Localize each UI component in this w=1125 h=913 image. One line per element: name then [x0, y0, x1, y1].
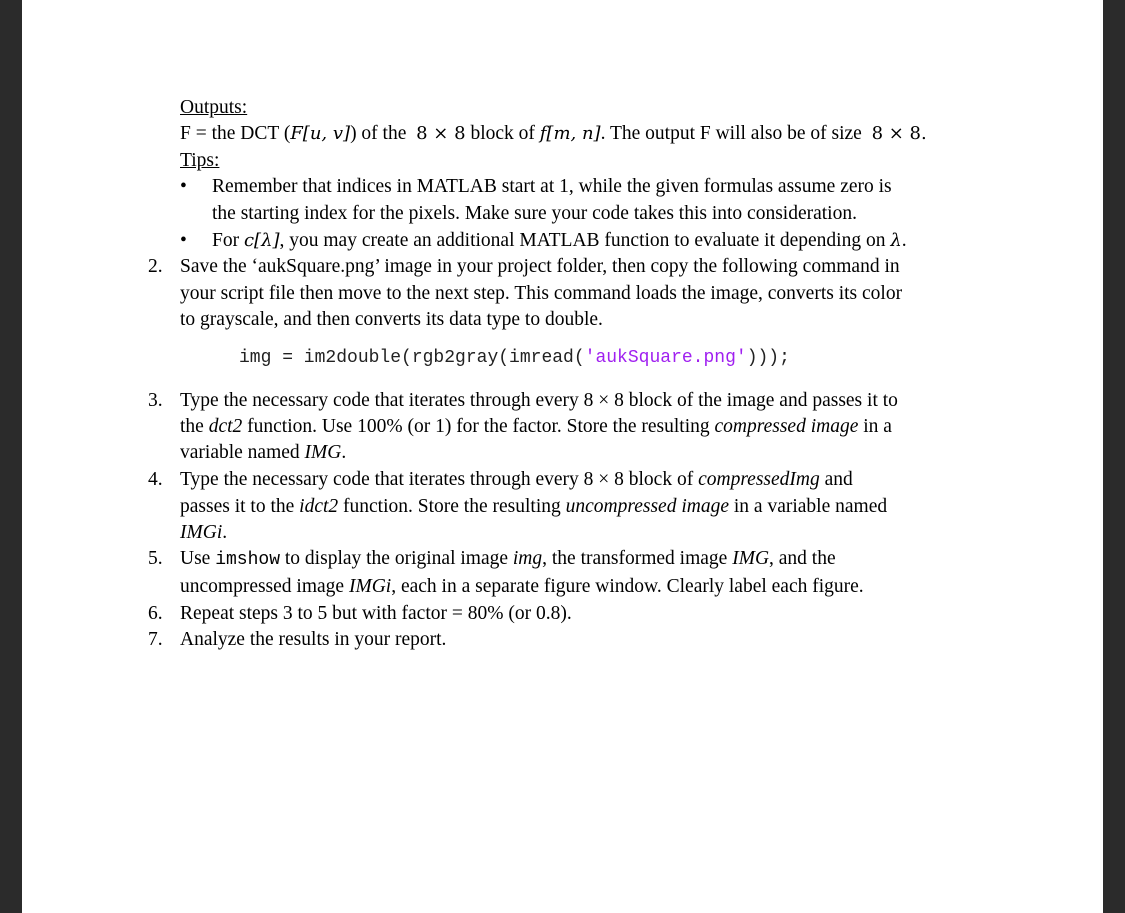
tip-1-line-1: Remember that indices in MATLAB start at 1, while the given formulas assume zero is [212, 176, 892, 197]
step-3-line-2: the dct2 function. Use 100% (or 1) for the factor. Store the resulting compressed image in a [180, 416, 892, 437]
step-4-line-1: Type the necessary code that iterates through every 8 × 8 block of compressedImg and [180, 469, 853, 490]
tips-heading: Tips: [180, 150, 220, 171]
step-number: 3. [148, 390, 163, 411]
step-6-text: Repeat steps 3 to 5 but with factor = 80% (or 0.8). [180, 603, 572, 624]
step-7-text: Analyze the results in your report. [180, 629, 447, 650]
step-number: 2. [148, 256, 163, 277]
step-4-line-2: passes it to the idct2 function. Store the resulting uncompressed image in a variable named [180, 496, 888, 517]
code-line: img = im2double(rgb2gray(imread('aukSquare.png'))); [239, 348, 790, 368]
step-3-line-3: variable named IMG. [180, 442, 347, 463]
bullet-marker: • [180, 176, 187, 197]
step-4-line-3: IMGi. [180, 522, 228, 543]
step-5-line-2: uncompressed image IMGi, each in a separate figure window. Clearly label each figure. [180, 576, 864, 597]
step-number: 6. [148, 603, 163, 624]
bullet-marker: • [180, 230, 187, 251]
step-2-line-1: Save the ‘aukSquare.png’ image in your project folder, then copy the following command in [180, 256, 900, 277]
step-2-line-2: your script file then move to the next step. This command loads the image, converts its color [180, 283, 903, 304]
outputs-description: F = the DCT (F[u, v]) of the 8 × 8 block of f[m, n]. The output F will also be of size 8 × 8. [180, 123, 927, 144]
step-5-line-1: Use imshow to display the original image img, the transformed image IMG, and the [180, 548, 836, 570]
step-number: 5. [148, 548, 163, 569]
tip-1-line-2: the starting index for the pixels. Make sure your code takes this into consideration. [212, 203, 857, 224]
step-3-line-1: Type the necessary code that iterates through every 8 × 8 block of the image and passes it to [180, 390, 898, 411]
step-number: 7. [148, 629, 163, 650]
step-number: 4. [148, 469, 163, 490]
outputs-heading: Outputs: [180, 97, 248, 118]
step-2-line-3: to grayscale, and then converts its data type to double. [180, 309, 603, 330]
document-page [22, 0, 1103, 913]
tip-2: For c[λ], you may create an additional MATLAB function to evaluate it depending on λ. [212, 230, 907, 251]
